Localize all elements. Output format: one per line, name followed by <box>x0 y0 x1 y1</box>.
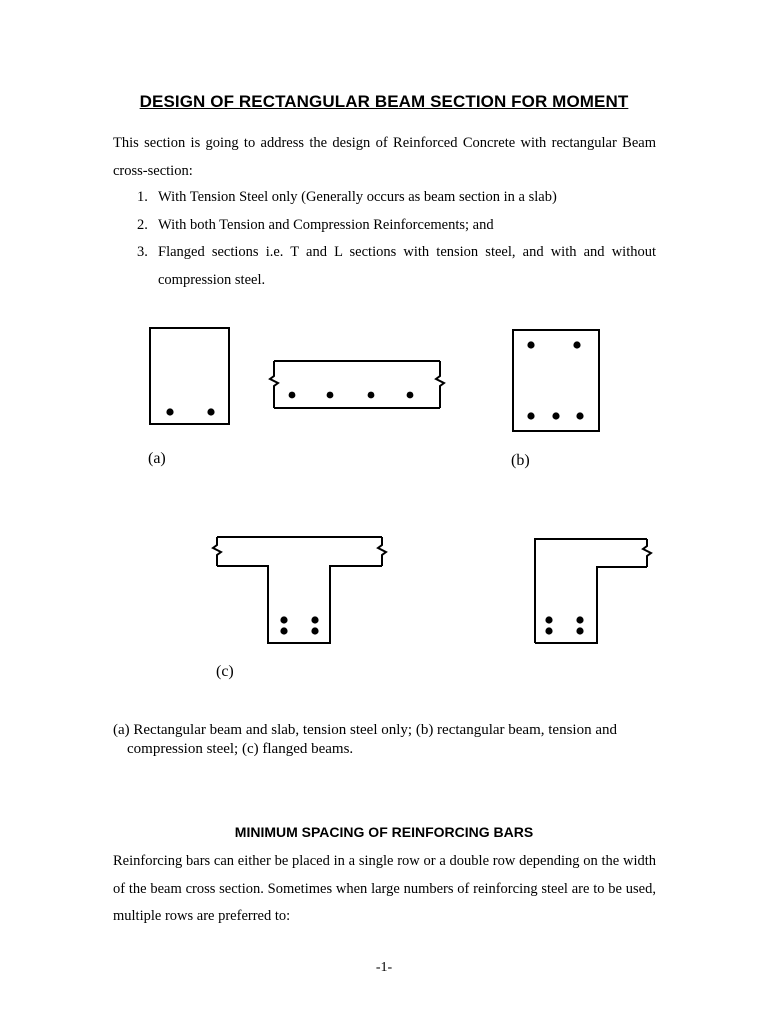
figure-label-a: (a) <box>148 450 166 467</box>
figure-label-b: (b) <box>511 452 530 469</box>
list-item-text: Flanged sections i.e. T and L sections with tension steel, and with and without compression steel. <box>158 244 656 288</box>
rebar-dot <box>311 627 318 634</box>
list-item-text: With both Tension and Compression Reinforcements; and <box>158 216 494 233</box>
rebar-dot <box>407 392 414 399</box>
rebar-dot <box>573 341 580 348</box>
spacing-paragraph: Reinforcing bars can either be placed in a single row or a double row depending on the width of the beam cross section. Sometimes when large numbers of reinforcing steel are to be used, multiple rows are preferred to: <box>113 853 656 924</box>
figure-caption <box>113 721 673 759</box>
list-item-number: 2. <box>137 216 148 233</box>
list-item-number: 1. <box>137 189 148 205</box>
figure-a-slab <box>270 361 444 408</box>
rebar-dot <box>576 616 583 623</box>
rebar-dot <box>545 627 552 634</box>
figure-c-l-beam <box>535 539 651 643</box>
rebar-dot <box>327 392 334 399</box>
rebar-dot <box>368 392 375 399</box>
figure-a-rectangular-beam <box>150 328 229 424</box>
rebar-dot <box>166 408 173 415</box>
figure-label-c: (c) <box>216 663 234 680</box>
list-item-number: 3. <box>137 244 148 260</box>
page-title: DESIGN OF RECTANGULAR BEAM SECTION FOR MOMENT <box>139 92 629 111</box>
section-heading: MINIMUM SPACING OF REINFORCING BARS <box>234 824 534 840</box>
rebar-dot <box>280 627 287 634</box>
figure-caption-line-1: (a) Rectangular beam and slab, tension steel only; (b) rectangular beam, tension and <box>113 722 617 738</box>
rebar-dot <box>552 412 559 419</box>
rebar-dot <box>576 627 583 634</box>
page-number: -1- <box>375 960 393 975</box>
rebar-dot <box>207 408 214 415</box>
intro-paragraph: This section is going to address the design of Reinforced Concrete with rectangular Beam cross-section: <box>113 135 656 179</box>
rebar-dot <box>280 616 287 623</box>
list-item-text: With Tension Steel only (Generally occurs as beam section in a slab) <box>158 189 557 205</box>
figure-caption-line-2: compression steel; (c) flanged beams. <box>127 741 354 757</box>
rebar-dot <box>527 412 534 419</box>
figure-c-t-beam <box>213 537 386 643</box>
rebar-dot <box>311 616 318 623</box>
rebar-dot <box>527 341 534 348</box>
rebar-dot <box>545 616 552 623</box>
rebar-dot <box>289 392 296 399</box>
rebar-dot <box>576 412 583 419</box>
